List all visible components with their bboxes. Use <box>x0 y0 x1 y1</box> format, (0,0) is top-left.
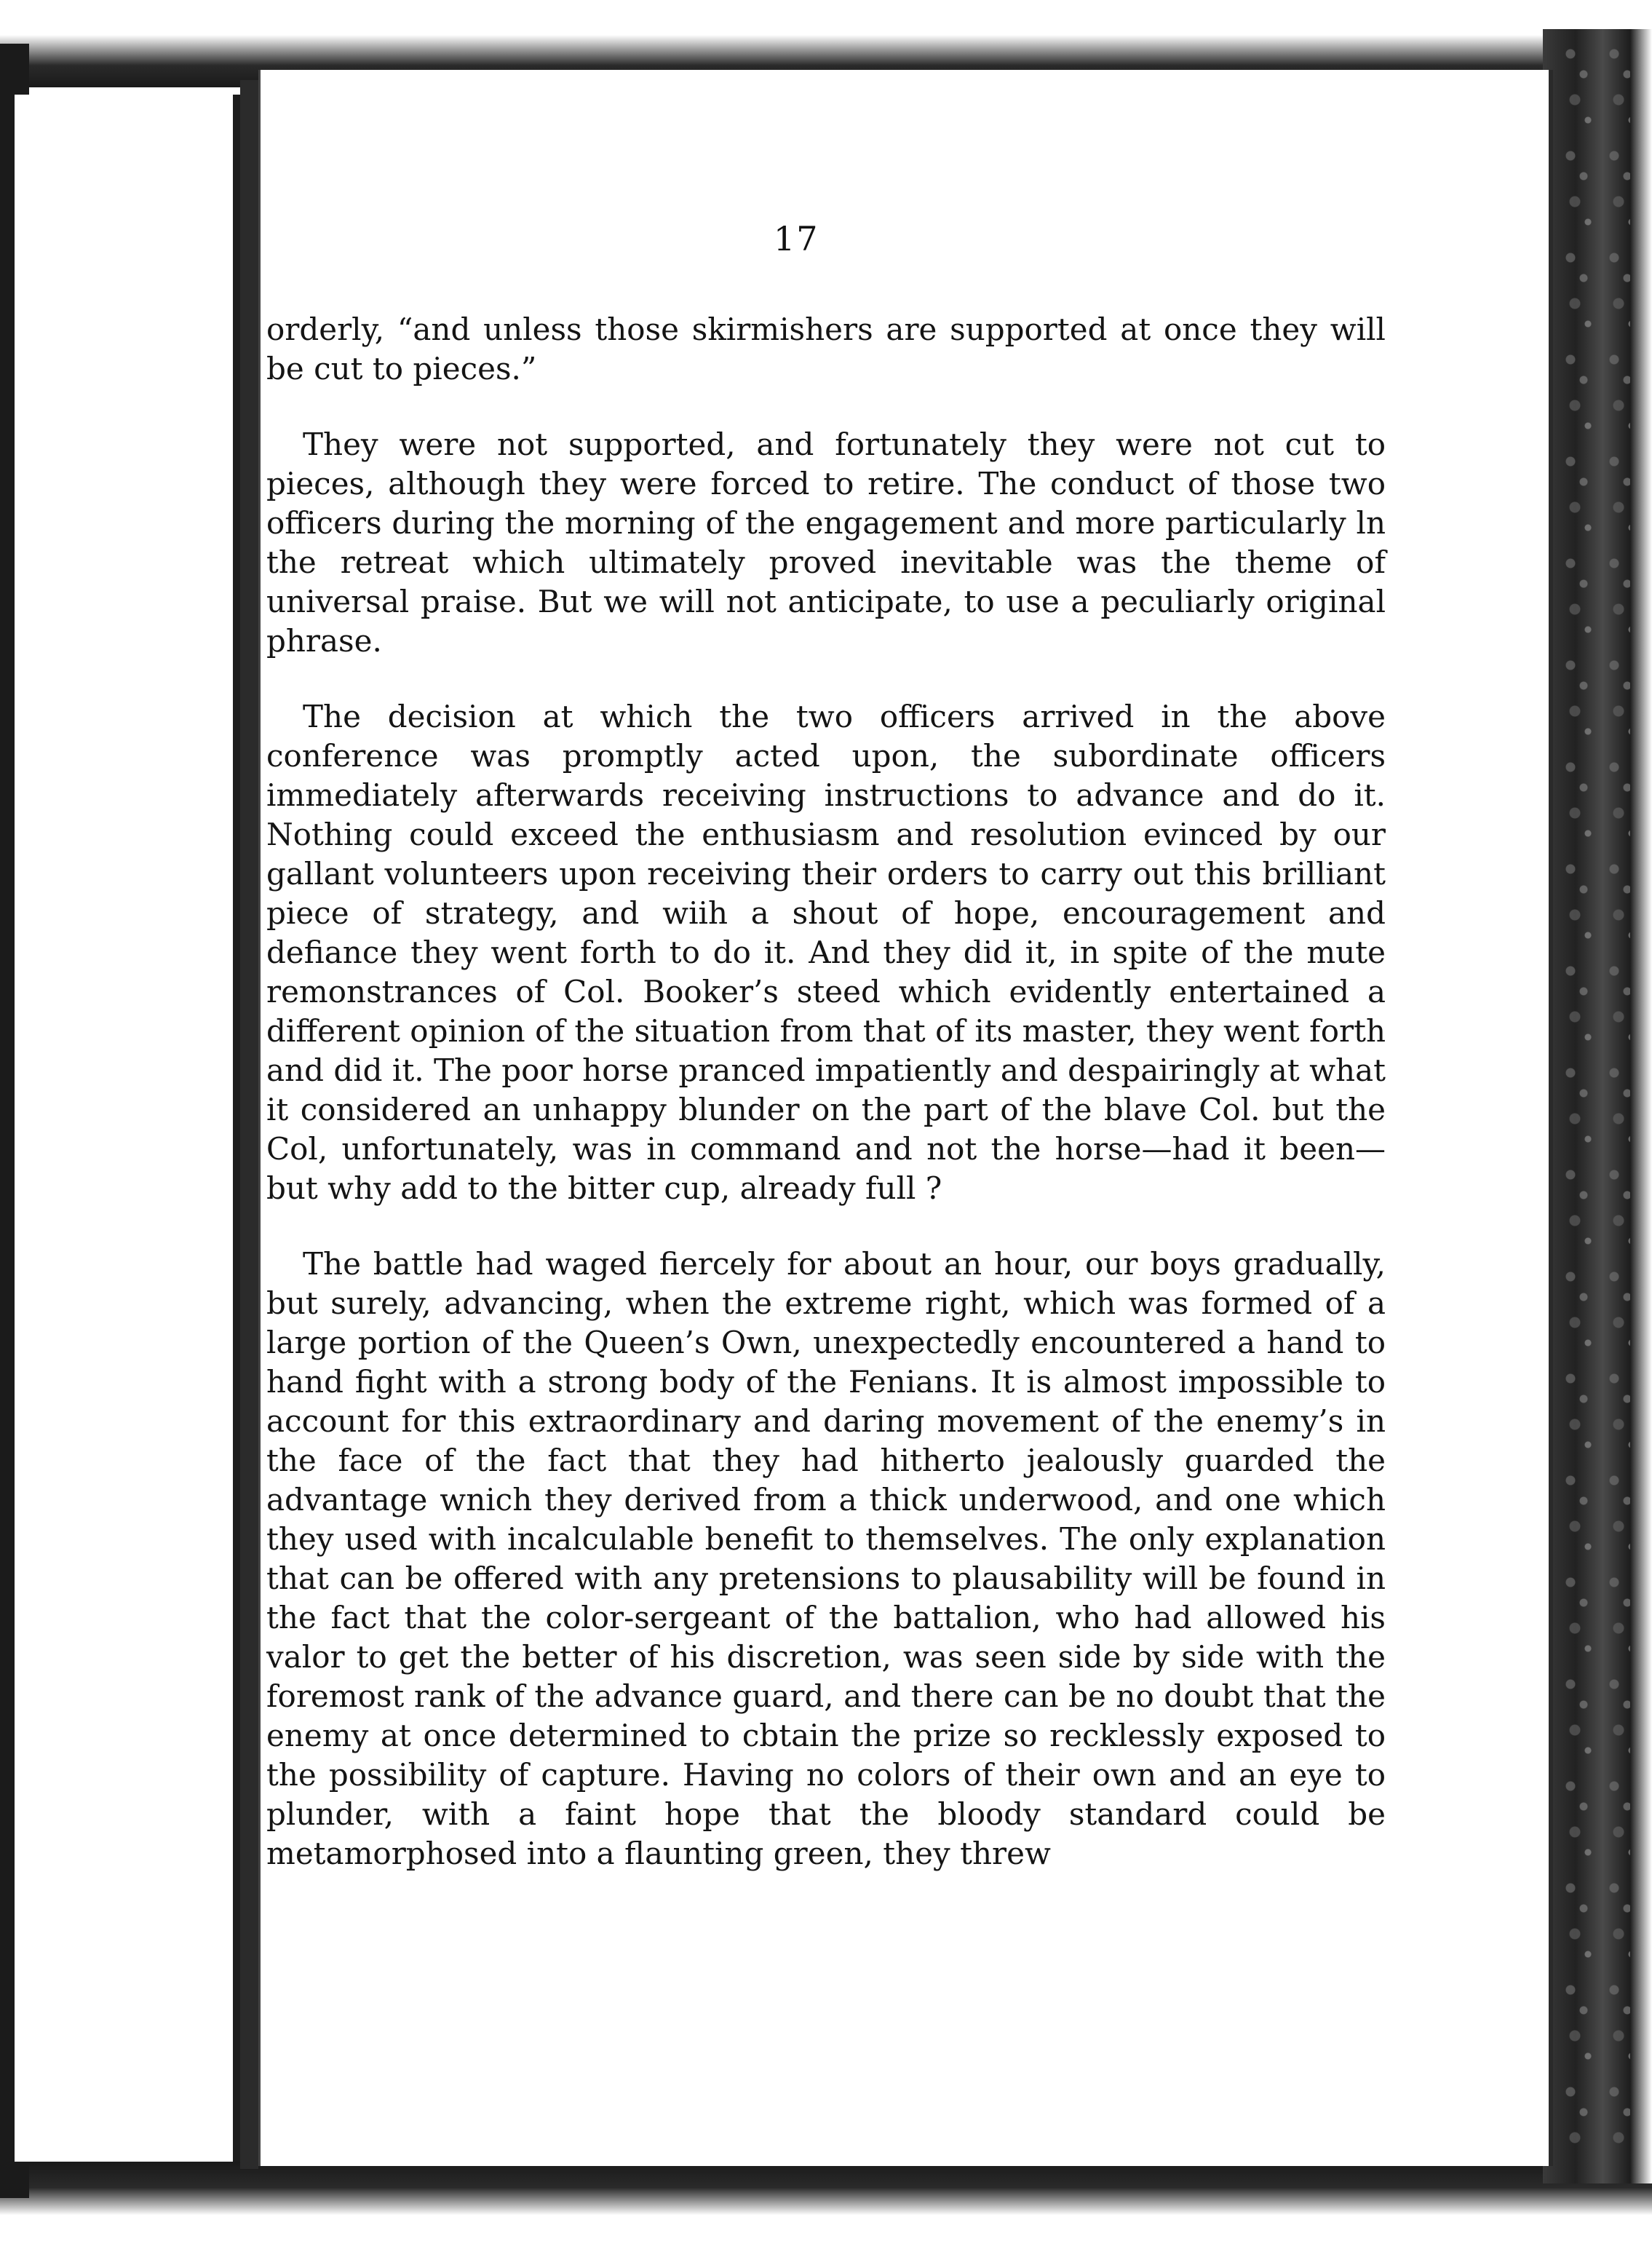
paragraph-2: They were not supported, and fortunately they were not cut to pieces, although they were forced to retire. The conduct of those two officers during the morning of the engagement and more particularly ln the retreat which ultimately proved inevitable was the theme of universal praise. But we will not anticipate, to use a peculiarly original phrase. <box>266 427 1386 659</box>
book-page <box>258 70 1553 2166</box>
facing-blank-page <box>15 95 240 2162</box>
page-number: 17 <box>774 219 819 258</box>
book-gutter <box>240 80 258 2169</box>
paragraph-4: The battle had waged fiercely for about an hour, our boys gradually, but surely, advancing, when the extreme right, which was formed of a large portion of the Queen’s Own, unexpectedly encountered a hand to hand fight with a strong body of the Fenians. It is almost impossible to account for this extraordinary and daring movement of the enemy’s in the face of the fact that they had hitherto jealously guarded the advantage wnich they derived from a thick underwood, and one which they used with incalculable benefit to themselves. The only explanation that can be offered with any pretensions to plausability will be found in the fact that the color-sergeant of the battalion, who had allowed his valor to get the better of his discretion, was seen side by side with the foremost rank of the advance guard, and there can be no doubt that the enemy at once determined to cbtain the prize so recklessly exposed to the possibility of capture. Having no colors of their own and an eye to plunder, with a faint hope that the bloody standard could be metamorphosed into a flaunting green, they threw <box>266 1246 1386 1871</box>
page-content <box>261 70 1396 2166</box>
page-body-text <box>266 310 1386 1910</box>
paragraph-3: The decision at which the two officers arrived in the above conference was promptly acted upon, the subordinate officers immediately afterwards receiving instructions to advance and do it. Nothing could exceed the enthusiasm and resolution evinced by our gallant volunteers upon receiving their orders to carry out this brilliant piece of strategy, and wiih a shout of hope, encouragement and defiance they went forth to do it. And they did it, in spite of the mute remonstrances of Col. Booker’s steed which evidently entertained a different opinion of the situation from that of its master, they went forth and did it. The poor horse pranced impatiently and despairingly at what it considered an unhappy blunder on the part of the blave Col. but the Col, unfortunately, was in command and not the horse—had it been—but why add to the bitter cup, already full ? <box>266 699 1386 1206</box>
book-edge-bottom <box>0 2154 1652 2265</box>
marbled-cover-texture <box>1557 44 1630 2154</box>
paragraph-1: orderly, “and unless those skirmishers are supported at once they will be cut to pieces.” <box>266 312 1386 386</box>
